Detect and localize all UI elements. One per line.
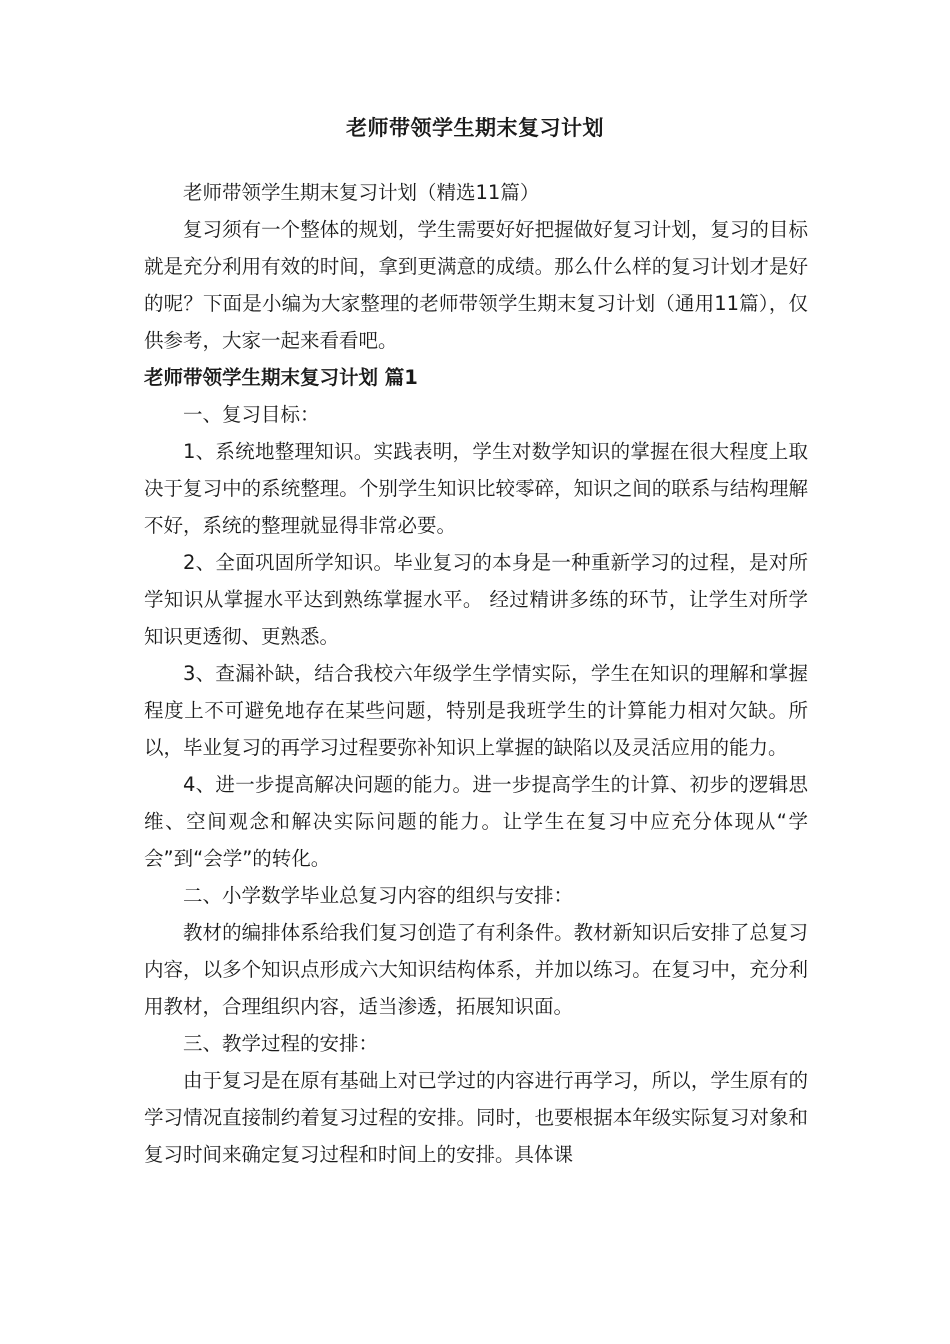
intro-paragraph: 复习须有一个整体的规划，学生需要好好把握做好复习计划，复习的目标就是充分利用有效的时间，拿到更满意的成绩。那么什么样的复习计划才是好的呢？下面是小编为大家整理的老师带领学生期末复习计划（通用11篇），仅供参考，大家一起来看看吧。 bbox=[144, 218, 808, 352]
subtitle-paragraph: 老师带领学生期末复习计划（精选11篇） bbox=[183, 181, 540, 204]
goal-paragraph-3: 3、查漏补缺，结合我校六年级学生学情实际，学生在知识的理解和掌握程度上不可避免地存在某些问题，特别是我班学生的计算能力相对欠缺。所以，毕业复习的再学习过程要弥补知识上掌握的缺陷以及灵活应用的能力。 bbox=[144, 662, 808, 759]
section-heading: 老师带领学生期末复习计划 篇1 bbox=[144, 366, 418, 389]
goal-paragraph-4: 4、进一步提高解决问题的能力。进一步提高学生的计算、初步的逻辑思维、空间观念和解决实际问题的能力。让学生在复习中应充分体现从“学会”到“会学”的转化。 bbox=[144, 773, 808, 870]
heading-teaching-process: 三、教学过程的安排： bbox=[183, 1032, 379, 1055]
heading-content-organization: 二、小学数学毕业总复习内容的组织与安排： bbox=[183, 884, 574, 907]
goal-paragraph-2: 2、全面巩固所学知识。毕业复习的本身是一种重新学习的过程，是对所学知识从掌握水平达到熟练掌握水平。 经过精讲多练的环节，让学生对所学知识更透彻、更熟悉。 bbox=[144, 551, 808, 648]
document-body bbox=[144, 174, 808, 1173]
process-paragraph: 由于复习是在原有基础上对已学过的内容进行再学习，所以，学生原有的学习情况直接制约着复习过程的安排。同时，也要根据本年级实际复习对象和复习时间来确定复习过程和时间上的安排。具体课 bbox=[144, 1069, 808, 1166]
goal-paragraph-1: 1、系统地整理知识。实践表明，学生对数学知识的掌握在很大程度上取决于复习中的系统整理。个别学生知识比较零碎，知识之间的联系与结构理解不好，系统的整理就显得非常必要。 bbox=[144, 440, 808, 537]
document-title: 老师带领学生期末复习计划 bbox=[346, 116, 604, 140]
organization-paragraph: 教材的编排体系给我们复习创造了有利条件。教材新知识后安排了总复习内容，以多个知识点形成六大知识结构体系，并加以练习。在复习中，充分利用教材，合理组织内容，适当渗透，拓展知识面。 bbox=[144, 921, 808, 1018]
heading-review-goals: 一、复习目标： bbox=[183, 403, 320, 426]
